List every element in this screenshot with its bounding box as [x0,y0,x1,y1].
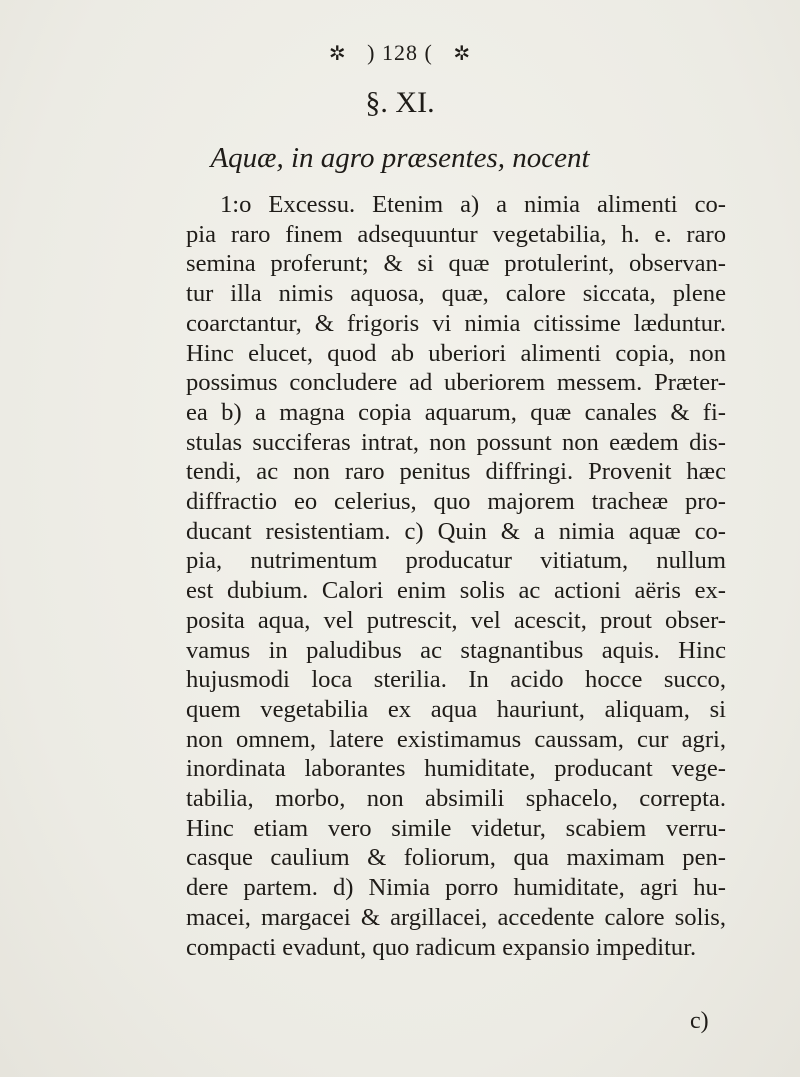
text-line: posita aqua, vel putrescit, vel acescit, prout obser- [186,606,726,634]
section-number: §. XI. [365,86,435,119]
text-line: Hinc elucet, quod ab uberiori alimenti copia, non [186,339,726,367]
text-line: Hinc etiam vero simile videtur, scabiem verru- [186,814,726,842]
text-line: inordinata laborantes humiditate, producant vege- [186,755,726,783]
page-number: ) 128 ( [367,40,433,65]
ornament-left-icon: ✲ [328,43,347,65]
text-line: ducant resistentiam. c) Quin & a nimia aquæ co- [186,517,726,545]
text-line: tur illa nimis aquosa, quæ, calore siccata, plene [186,280,726,308]
section-heading: Aquæ, in agro præsentes, nocent [210,142,590,174]
text-line: semina proferunt; & si quæ protulerint, observan- [186,250,726,278]
ornament-right-icon: ✲ [453,43,472,65]
running-head [0,40,800,66]
text-line: dere partem. d) Nimia porro humiditate, agri hu- [186,874,726,902]
text-line: stulas succiferas intrat, non possunt non eædem dis- [186,428,726,456]
text-line: tabilia, morbo, non absimili sphacelo, correpta. [186,785,726,813]
body-text [186,190,726,962]
text-line: non omnem, latere existimamus caussam, cur agri, [186,725,726,753]
text-line: coarctantur, & frigoris vi nimia citissime læduntur. [186,309,726,337]
text-line: compacti evadunt, quo radicum expansio impeditur. [186,933,697,961]
text-line: ea b) a magna copia aquarum, quæ canales & fi- [186,398,726,426]
text-line: 1:o Excessu. Etenim a) a nimia alimenti co- [220,191,726,218]
text-line: casque caulium & foliorum, qua maximam pen- [186,844,726,872]
text-line: est dubium. Calori enim solis ac actioni aëris ex- [186,577,726,605]
text-line: pia raro finem adsequuntur vegetabilia, h. e. raro [186,220,726,248]
text-line: tendi, ac non raro penitus diffringi. Provenit hæc [186,458,726,486]
text-line: vamus in paludibus ac stagnantibus aquis. Hinc [186,636,726,664]
text-line: macei, margacei & argillacei, accedente calore solis, [186,903,726,931]
text-line: quem vegetabilia ex aqua hauriunt, aliquam, si [186,695,726,723]
text-line: diffractio eo celerius, quo majorem tracheæ pro- [186,488,726,516]
text-line: possimus concludere ad uberiorem messem. Præter- [186,369,726,397]
text-line: pia, nutrimentum producatur vitiatum, nullum [186,547,726,575]
text-line: hujusmodi loca sterilia. In acido hocce succo, [186,666,726,694]
catchword: c) [690,1008,709,1034]
